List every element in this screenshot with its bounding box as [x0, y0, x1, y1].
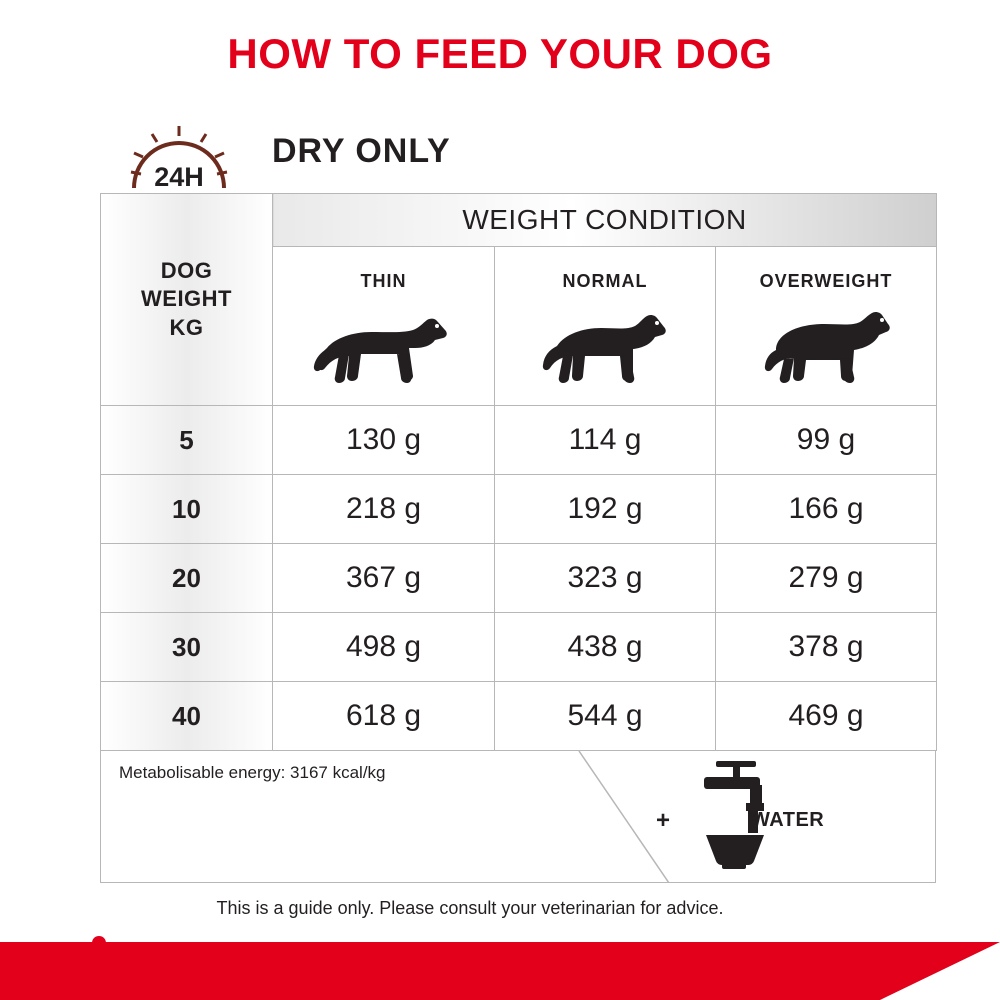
section-subtitle: DRY ONLY — [272, 132, 451, 170]
row-weight: 30 — [101, 613, 273, 682]
dog-weight-header — [101, 194, 273, 406]
cell-overweight: 99 g — [716, 406, 937, 475]
cell-thin: 498 g — [273, 613, 495, 682]
metabolisable-energy-text: Metabolisable energy: 3167 kcal/kg — [119, 763, 386, 782]
row-weight: 5 — [101, 406, 273, 475]
row-weight: 10 — [101, 475, 273, 544]
cell-normal: 114 g — [495, 406, 716, 475]
cell-overweight: 469 g — [716, 682, 937, 751]
table-footer — [100, 751, 936, 883]
cell-thin: 618 g — [273, 682, 495, 751]
table-row — [101, 544, 937, 613]
dog-overweight-icon — [756, 298, 896, 390]
plus-symbol: + — [656, 807, 671, 834]
page-title: HOW TO FEED YOUR DOG — [227, 30, 773, 77]
condition-label-normal: NORMAL — [562, 270, 648, 291]
cell-overweight: 378 g — [716, 613, 937, 682]
condition-thin — [273, 247, 495, 406]
table-row — [101, 682, 937, 751]
condition-label-overweight: OVERWEIGHT — [759, 270, 893, 291]
cell-overweight: 279 g — [716, 544, 937, 613]
table-row — [101, 475, 937, 544]
water-label: WATER — [751, 809, 825, 831]
weight-condition-header: WEIGHT CONDITION — [273, 194, 937, 247]
cell-thin: 130 g — [273, 406, 495, 475]
badge-label: 24H — [154, 162, 204, 192]
royal-canin-lion-logo-icon — [62, 932, 136, 992]
cell-normal: 438 g — [495, 613, 716, 682]
dog-weight-line-2: WEIGHT — [141, 286, 232, 312]
cell-normal: 544 g — [495, 682, 716, 751]
cell-normal: 323 g — [495, 544, 716, 613]
cell-thin: 218 g — [273, 475, 495, 544]
bottom-red-band — [0, 942, 1000, 1000]
table-header-row — [101, 194, 937, 247]
row-weight: 40 — [101, 682, 273, 751]
cell-overweight: 166 g — [716, 475, 937, 544]
guide-note: This is a guide only. Please consult your veterinarian for advice. — [216, 898, 724, 918]
table-row — [101, 406, 937, 475]
cell-thin: 367 g — [273, 544, 495, 613]
dog-thin-icon — [309, 298, 459, 390]
condition-normal — [495, 247, 716, 406]
24h-badge-icon — [118, 120, 240, 192]
condition-overweight — [716, 247, 937, 406]
condition-label-thin: THIN — [360, 270, 407, 291]
row-weight: 20 — [101, 544, 273, 613]
feeding-table — [100, 193, 937, 751]
cell-normal: 192 g — [495, 475, 716, 544]
dog-normal-icon — [535, 298, 675, 390]
table-row — [101, 613, 937, 682]
dog-weight-line-1: DOG — [160, 258, 213, 284]
band-wedge — [880, 942, 1000, 1000]
feeding-table-wrapper — [100, 193, 936, 883]
dog-weight-line-3: KG — [169, 314, 204, 340]
